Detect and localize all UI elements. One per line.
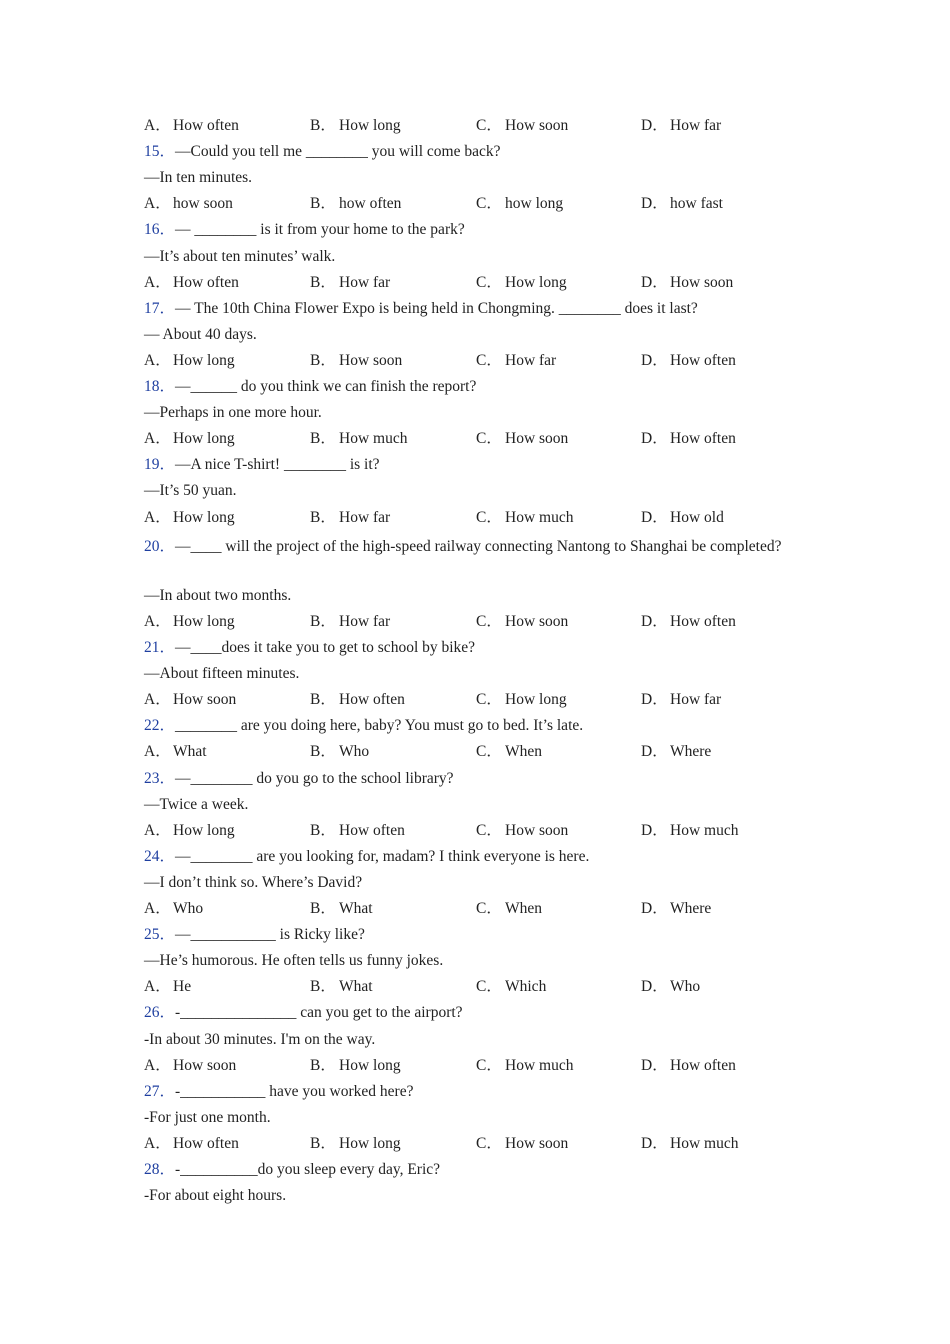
options-row: [144, 508, 824, 528]
option-c: [476, 194, 563, 214]
option-a: [144, 1056, 236, 1076]
question-number: 24．: [144, 847, 176, 865]
options-row: [144, 690, 824, 710]
option-text: How much: [339, 430, 408, 448]
answer-line: —It’s 50 yuan.: [144, 482, 237, 500]
option-text: What: [339, 900, 373, 917]
option-text: How soon: [173, 1056, 237, 1074]
question-stem: [144, 925, 784, 945]
option-letter: D．: [641, 430, 668, 448]
option-d: [641, 977, 700, 997]
question-stem: [144, 455, 784, 475]
option-letter: C．: [476, 821, 502, 839]
option-letter: B．: [310, 351, 336, 369]
option-letter: D．: [641, 612, 668, 630]
option-text: How long: [339, 117, 401, 134]
option-letter: B．: [310, 612, 336, 630]
option-c: [476, 977, 546, 997]
options-row: [144, 194, 824, 214]
option-letter: A．: [144, 117, 171, 134]
option-letter: A．: [144, 351, 171, 369]
option-text: How far: [339, 273, 391, 291]
option-text: How often: [670, 430, 736, 448]
answer-line: —In about two months.: [144, 586, 292, 604]
question-number: 19．: [144, 456, 176, 474]
option-letter: A．: [144, 900, 171, 917]
option-b: [310, 194, 401, 214]
option-text: How long: [339, 1056, 401, 1074]
question-stem: [144, 142, 784, 162]
answer-line: -In about 30 minutes. I'm on the way.: [144, 1030, 376, 1048]
option-text: How far: [670, 691, 722, 709]
question-number: 25．: [144, 926, 176, 944]
question-text: -___________ have you worked here?: [175, 1082, 414, 1100]
option-text: Who: [670, 978, 701, 996]
option-text: How soon: [670, 273, 734, 291]
option-letter: B．: [310, 900, 336, 917]
question-number: 23．: [144, 769, 176, 787]
option-c: [476, 1134, 568, 1154]
option-letter: D．: [641, 117, 668, 134]
option-text: How often: [339, 821, 405, 839]
question-stem: [144, 1003, 784, 1023]
option-b: [310, 508, 390, 528]
option-a: [144, 116, 239, 136]
option-a: [144, 429, 235, 449]
option-text: How soon: [505, 1134, 569, 1152]
option-d: [641, 899, 711, 919]
option-letter: D．: [641, 1056, 668, 1074]
options-row: [144, 1056, 824, 1076]
option-letter: C．: [476, 743, 502, 761]
option-text: When: [505, 743, 543, 761]
question-text: —A nice T-shirt! ________ is it?: [175, 456, 380, 474]
option-text: How far: [505, 351, 557, 369]
option-b: [310, 977, 373, 997]
question-text: —________ do you go to the school library?: [175, 769, 454, 787]
option-letter: D．: [641, 273, 668, 291]
question-stem: [144, 299, 784, 319]
question-stem: [144, 638, 784, 658]
question-stem: [144, 1082, 784, 1102]
option-text: How long: [173, 430, 235, 448]
option-text: How soon: [505, 612, 569, 630]
option-a: [144, 977, 191, 997]
option-d: [641, 821, 738, 841]
option-c: [476, 899, 542, 919]
option-text: He: [173, 978, 192, 996]
option-letter: D．: [641, 508, 668, 526]
option-text: Where: [670, 743, 712, 761]
option-text: What: [339, 978, 373, 996]
option-letter: C．: [476, 508, 502, 526]
question-stem: [144, 220, 784, 240]
option-c: [476, 690, 567, 710]
option-text: How long: [173, 351, 235, 369]
answer-line: —Twice a week.: [144, 795, 249, 813]
option-letter: C．: [476, 117, 502, 134]
answer-line: -For just one month.: [144, 1108, 271, 1126]
option-c: [476, 742, 542, 762]
option-b: [310, 273, 390, 293]
option-letter: D．: [641, 978, 668, 996]
question-number: 15．: [144, 143, 176, 161]
option-text: How soon: [505, 117, 569, 134]
question-text: -__________do you sleep every day, Eric?: [175, 1161, 441, 1178]
option-letter: D．: [641, 1134, 668, 1152]
option-a: [144, 612, 235, 632]
option-text: How often: [173, 273, 239, 291]
question-number: 22．: [144, 717, 176, 735]
option-text: Which: [505, 978, 547, 996]
option-letter: A．: [144, 1134, 171, 1152]
option-text: Who: [339, 743, 370, 761]
answer-line: -For about eight hours.: [144, 1187, 287, 1205]
previous-question-options: [144, 116, 824, 136]
option-b: [310, 899, 373, 919]
option-letter: B．: [310, 430, 336, 448]
option-text: How long: [339, 1134, 401, 1152]
option-text: Who: [173, 900, 204, 917]
option-text: How long: [173, 821, 235, 839]
option-text: how soon: [173, 195, 233, 213]
answer-line: — About 40 days.: [144, 325, 257, 343]
option-letter: B．: [310, 691, 336, 709]
option-text: How long: [505, 691, 567, 709]
question-text: — The 10th China Flower Expo is being held in Chongming. ________ does it last?: [175, 299, 698, 317]
option-text: How far: [339, 612, 391, 630]
question-number: 21．: [144, 639, 176, 656]
option-text: how often: [339, 195, 402, 213]
option-text: How much: [670, 1134, 739, 1152]
option-letter: A．: [144, 612, 171, 630]
option-letter: C．: [476, 1056, 502, 1074]
question-text: —Could you tell me ________ you will come back?: [175, 143, 501, 161]
option-letter: B．: [310, 1056, 336, 1074]
option-letter: C．: [476, 430, 502, 448]
options-row: [144, 899, 824, 919]
question-stem: [144, 716, 784, 736]
option-text: How much: [505, 1056, 574, 1074]
options-row: [144, 351, 824, 371]
question-number: 16．: [144, 221, 176, 239]
option-text: How often: [339, 691, 405, 709]
option-text: how fast: [670, 195, 723, 213]
option-text: How often: [670, 612, 736, 630]
option-b: [310, 690, 405, 710]
option-d: [641, 742, 711, 762]
option-c: [476, 273, 567, 293]
option-text: How often: [670, 351, 736, 369]
option-letter: A．: [144, 1056, 171, 1074]
option-letter: B．: [310, 743, 336, 761]
option-text: How much: [670, 821, 739, 839]
option-c: [476, 821, 568, 841]
option-text: How often: [670, 1056, 736, 1074]
option-letter: C．: [476, 900, 502, 917]
option-letter: C．: [476, 195, 502, 213]
question-text: —____ will the project of the high-speed railway connecting Nantong to Shanghai be completed?: [175, 537, 782, 555]
option-letter: A．: [144, 691, 171, 709]
answer-line: —In ten minutes.: [144, 169, 253, 187]
option-b: [310, 1134, 401, 1154]
option-letter: D．: [641, 743, 668, 761]
question-number: 18．: [144, 378, 176, 395]
question-number: 17．: [144, 299, 176, 317]
options-row: [144, 429, 824, 449]
option-letter: C．: [476, 612, 502, 630]
option-d: [641, 273, 733, 293]
option-letter: B．: [310, 117, 336, 134]
option-letter: D．: [641, 195, 668, 213]
option-text: how long: [505, 195, 564, 213]
option-b: [310, 612, 390, 632]
option-letter: C．: [476, 1134, 502, 1152]
option-letter: D．: [641, 821, 668, 839]
option-d: [641, 194, 723, 214]
options-row: [144, 821, 824, 841]
question-number: 20．: [144, 537, 176, 555]
answer-line: —About fifteen minutes.: [144, 665, 300, 683]
option-b: [310, 429, 407, 449]
option-letter: B．: [310, 821, 336, 839]
option-c: [476, 351, 556, 371]
option-a: [144, 1134, 239, 1154]
option-b: [310, 116, 401, 136]
option-text: How long: [173, 612, 235, 630]
options-row: [144, 612, 824, 632]
option-letter: C．: [476, 978, 502, 996]
answer-line: —He’s humorous. He often tells us funny jokes.: [144, 952, 444, 970]
question-stem: [144, 769, 784, 789]
question-text: —___________ is Ricky like?: [175, 926, 365, 944]
options-row: [144, 742, 824, 762]
answer-line: —Perhaps in one more hour.: [144, 404, 322, 422]
option-letter: A．: [144, 430, 171, 448]
option-c: [476, 116, 568, 136]
option-letter: B．: [310, 508, 336, 526]
option-text: How far: [670, 117, 722, 134]
question-text: —________ are you looking for, madam? I think everyone is here.: [175, 847, 590, 865]
option-letter: A．: [144, 978, 171, 996]
option-letter: B．: [310, 273, 336, 291]
option-text: What: [173, 743, 207, 761]
option-d: [641, 508, 724, 528]
answer-line: —I don’t think so. Where’s David?: [144, 873, 363, 891]
option-letter: D．: [641, 691, 668, 709]
option-b: [310, 351, 402, 371]
option-a: [144, 194, 233, 214]
question-number: 28．: [144, 1161, 176, 1178]
option-d: [641, 1134, 738, 1154]
options-row: [144, 273, 824, 293]
option-text: How soon: [173, 691, 237, 709]
option-c: [476, 612, 568, 632]
option-a: [144, 742, 207, 762]
answer-line: —It’s about ten minutes’ walk.: [144, 247, 336, 265]
option-text: When: [505, 900, 543, 917]
option-a: [144, 351, 235, 371]
question-text: ________ are you doing here, baby? You must go to bed. It’s late.: [175, 717, 584, 735]
option-text: How soon: [505, 821, 569, 839]
question-stem: [144, 534, 784, 560]
option-text: How far: [339, 508, 391, 526]
question-number: 27．: [144, 1082, 176, 1100]
option-text: Where: [670, 900, 712, 917]
option-b: [310, 821, 405, 841]
question-stem: [144, 1160, 784, 1180]
option-letter: A．: [144, 195, 171, 213]
options-row: [144, 977, 824, 997]
option-letter: A．: [144, 743, 171, 761]
question-text: -_______________ can you get to the airport?: [175, 1004, 463, 1022]
option-text: How much: [505, 508, 574, 526]
option-letter: A．: [144, 273, 171, 291]
option-b: [310, 742, 369, 762]
option-letter: D．: [641, 351, 668, 369]
question-text: — ________ is it from your home to the park?: [175, 221, 465, 239]
option-text: How old: [670, 508, 724, 526]
option-a: [144, 273, 239, 293]
option-text: How often: [173, 1134, 239, 1152]
question-text: —______ do you think we can finish the report?: [175, 378, 477, 395]
option-b: [310, 1056, 401, 1076]
option-d: [641, 690, 721, 710]
question-stem: [144, 847, 784, 867]
option-text: How soon: [339, 351, 403, 369]
option-letter: D．: [641, 900, 668, 917]
question-text: —____does it take you to get to school by bike?: [175, 639, 476, 656]
option-letter: C．: [476, 691, 502, 709]
option-text: How long: [505, 273, 567, 291]
option-text: How long: [173, 508, 235, 526]
options-row: [144, 1134, 824, 1154]
option-letter: B．: [310, 195, 336, 213]
option-d: [641, 1056, 736, 1076]
option-letter: A．: [144, 821, 171, 839]
option-c: [476, 1056, 573, 1076]
option-text: How soon: [505, 430, 569, 448]
option-a: [144, 508, 235, 528]
option-c: [476, 508, 573, 528]
question-stem: [144, 377, 784, 397]
option-a: [144, 899, 203, 919]
option-d: [641, 351, 736, 371]
option-a: [144, 821, 235, 841]
question-number: 26．: [144, 1004, 176, 1022]
option-letter: B．: [310, 1134, 336, 1152]
option-d: [641, 429, 736, 449]
option-letter: C．: [476, 351, 502, 369]
option-letter: C．: [476, 273, 502, 291]
option-d: [641, 116, 721, 136]
option-text: How often: [173, 117, 239, 134]
option-letter: A．: [144, 508, 171, 526]
option-a: [144, 690, 236, 710]
option-c: [476, 429, 568, 449]
option-d: [641, 612, 736, 632]
option-letter: B．: [310, 978, 336, 996]
